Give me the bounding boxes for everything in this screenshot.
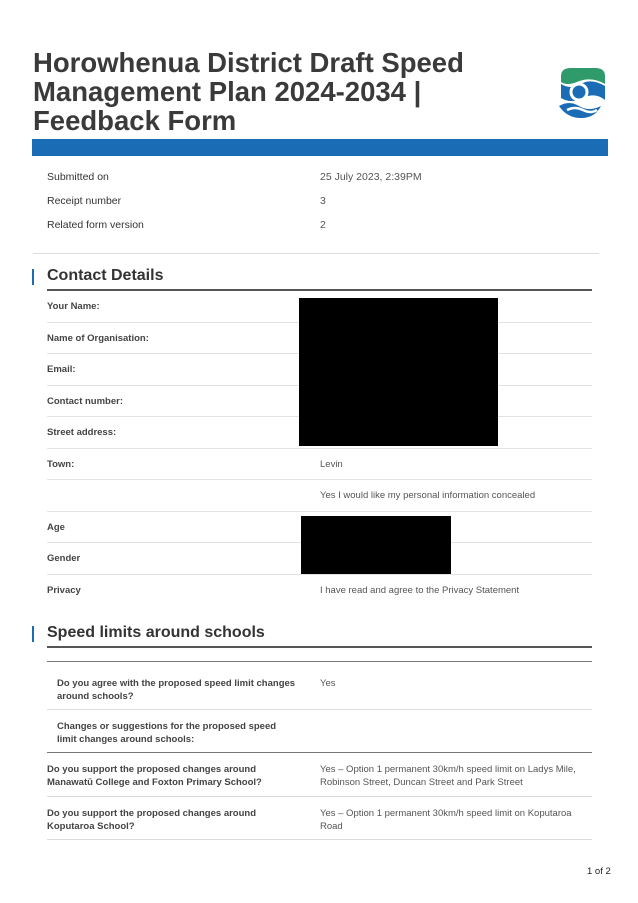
submission-meta (47, 165, 600, 237)
field-label: Age (47, 521, 65, 533)
section-heading-schools (32, 624, 592, 646)
field-label: Gender (47, 553, 81, 564)
field-label: Name of Organisation: (47, 332, 149, 344)
contact-row-conceal (47, 480, 592, 512)
question-row (47, 753, 592, 797)
field-label: Town: (47, 458, 75, 470)
meta-label: Submitted on (47, 171, 109, 183)
meta-row-version (47, 213, 600, 237)
field-value: Yes I would like my personal information concealed (320, 490, 536, 501)
header-bar (32, 139, 608, 156)
question-row (47, 797, 592, 840)
field-label: Your Name: (47, 301, 100, 312)
question-label: Do you agree with the proposed speed limit changes around schools? (57, 678, 296, 702)
schools-questions (47, 662, 592, 840)
question-answer: Yes (320, 678, 336, 689)
council-logo (555, 66, 607, 120)
divider (33, 253, 599, 254)
meta-label: Receipt number (47, 195, 122, 207)
section-accent (32, 269, 34, 285)
question-label: Do you support the proposed changes around Manawatū College and Foxton Primary School? (47, 764, 262, 788)
page-number: 1 of 2 (587, 866, 611, 877)
question-row (47, 710, 592, 753)
field-label: Email: (47, 364, 76, 375)
field-label: Privacy (47, 585, 81, 596)
redaction-block (301, 516, 451, 574)
question-answer: Yes – Option 1 permanent 30km/h speed limit on Ladys Mile, Robinson Street, Duncan Street and Park Street (320, 764, 576, 788)
meta-value: 2 (320, 219, 326, 231)
meta-value: 3 (320, 195, 326, 207)
question-label: Changes or suggestions for the proposed speed limit changes around schools: (57, 721, 277, 745)
section-heading-contact (32, 267, 592, 289)
page-title: Horowhenua District Draft Speed Management Plan 2024-2034 | Feedback Form (33, 47, 464, 136)
section-title: Contact Details (47, 267, 164, 284)
redaction-block (299, 298, 498, 446)
question-answer (320, 720, 592, 752)
section-title: Speed limits around schools (47, 624, 265, 641)
field-value: I have read and agree to the Privacy Statement (320, 585, 520, 596)
field-label: Street address: (47, 427, 117, 438)
question-label: Do you support the proposed changes around Koputaroa School? (47, 808, 257, 832)
section-accent (32, 626, 34, 642)
meta-label: Related form version (47, 219, 144, 231)
contact-row-privacy (47, 575, 592, 606)
question-answer: Yes – Option 1 permanent 30km/h speed limit on Koputaroa Road (320, 808, 572, 832)
meta-row-submitted (47, 165, 600, 189)
meta-row-receipt (47, 189, 600, 213)
question-row (47, 662, 592, 710)
meta-value: 25 July 2023, 2:39PM (320, 171, 422, 183)
field-value: Levin (320, 458, 343, 470)
field-label: Contact number: (47, 395, 123, 407)
section-rule (47, 646, 592, 648)
contact-row-town (47, 449, 592, 480)
